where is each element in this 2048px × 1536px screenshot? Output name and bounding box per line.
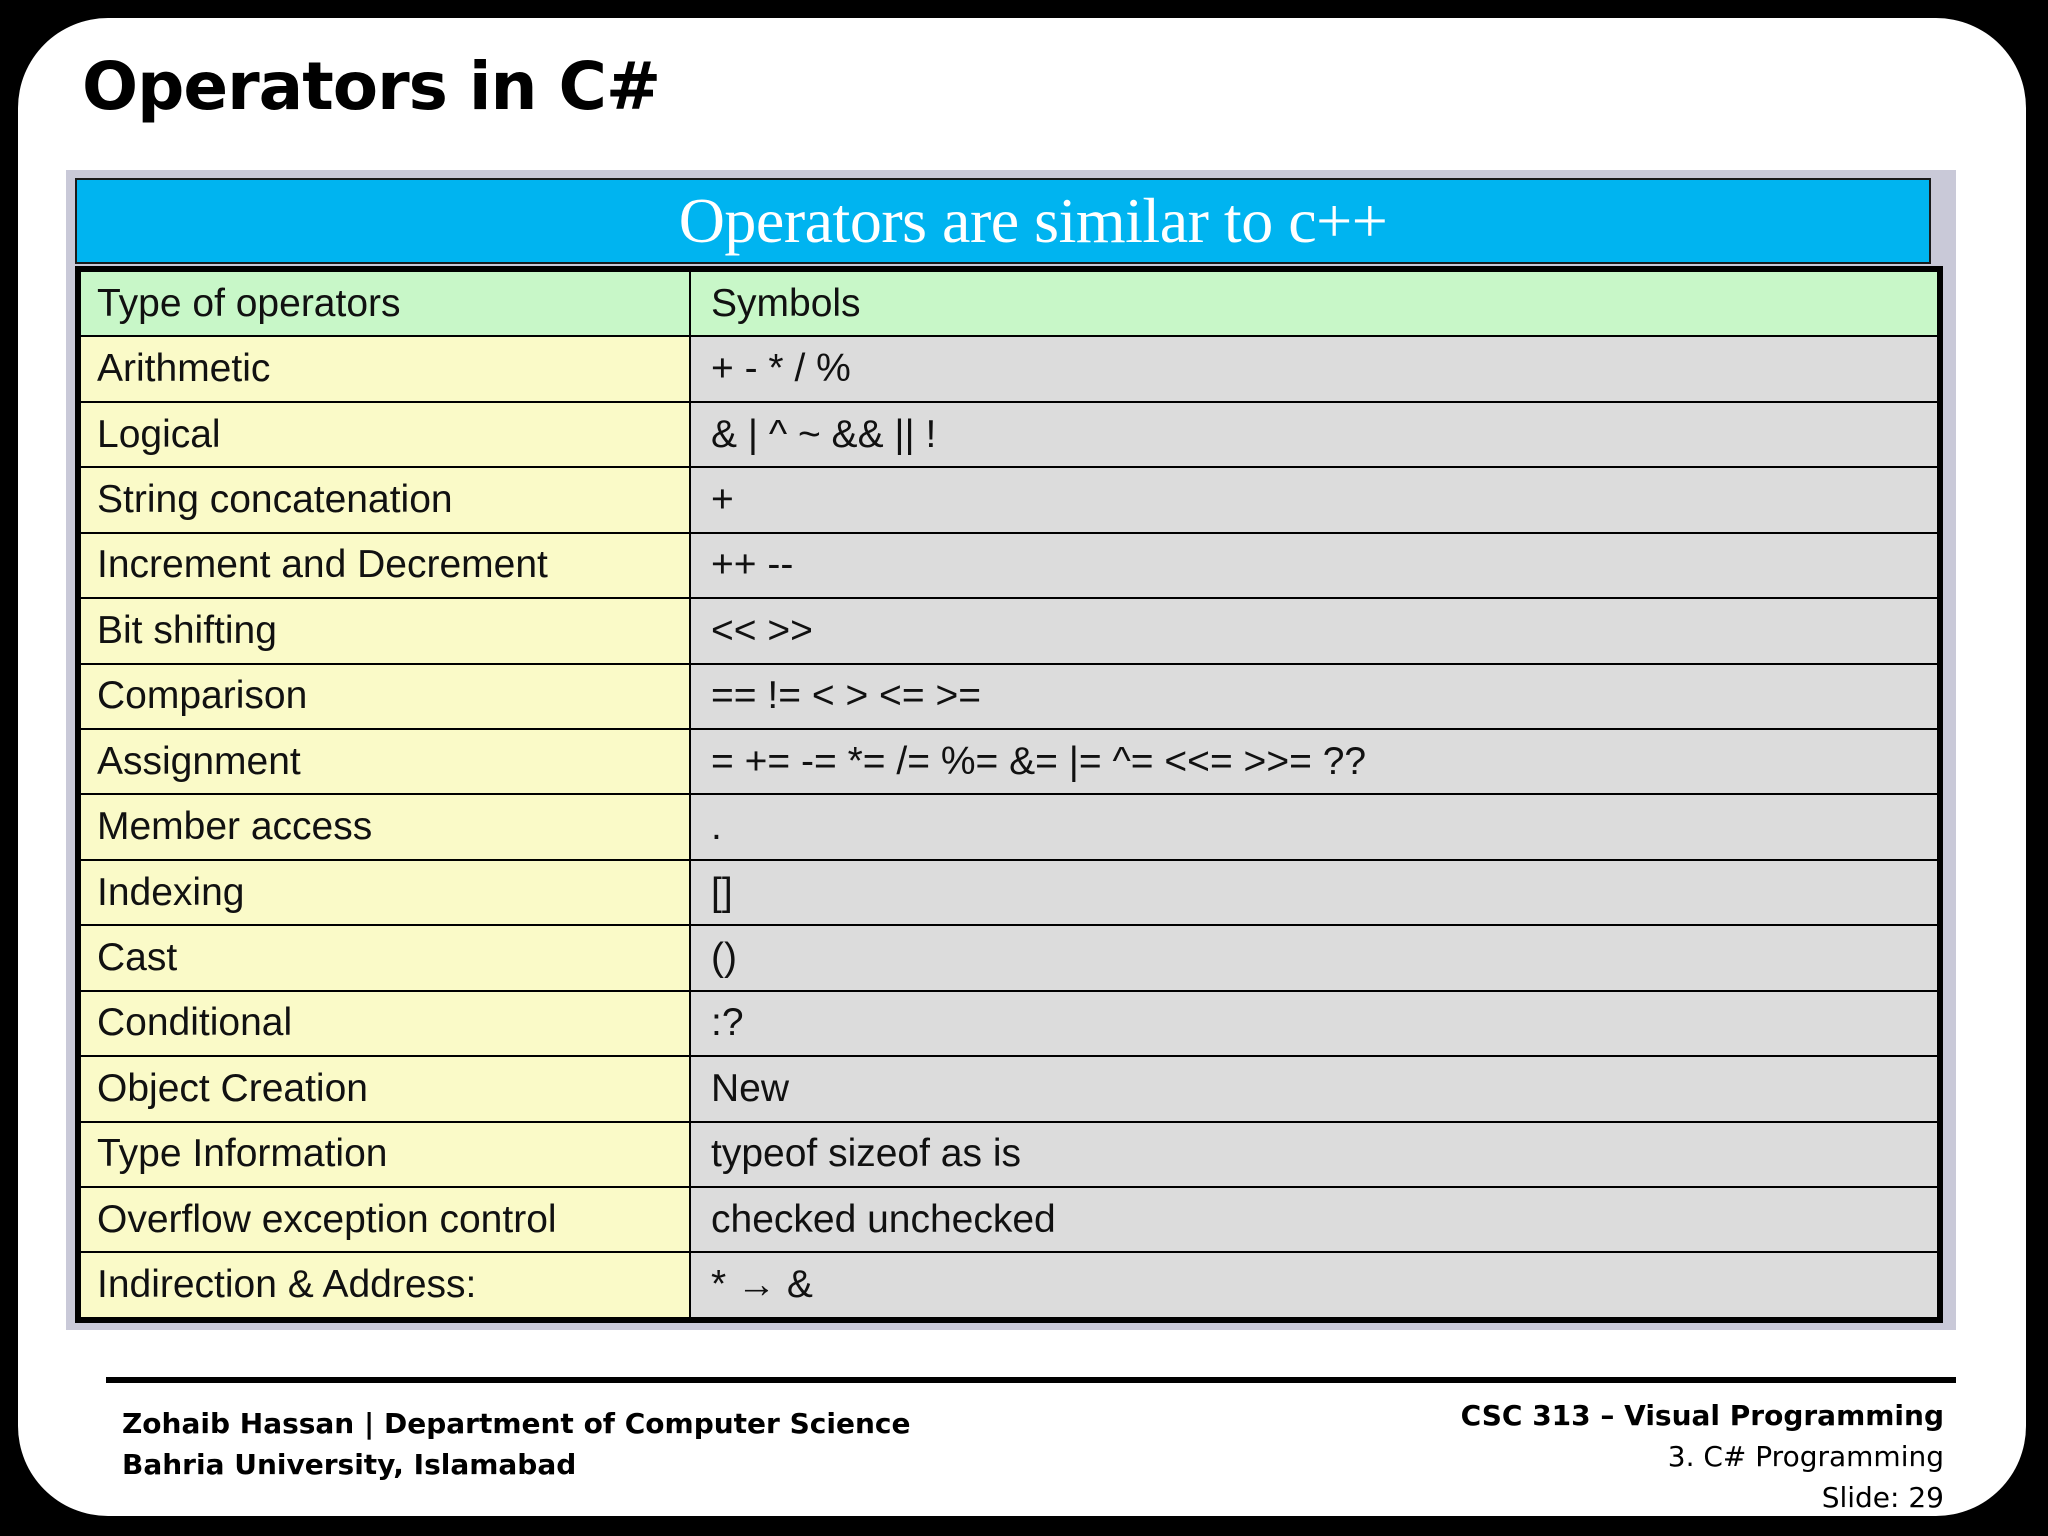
table-header-row xyxy=(78,269,1940,336)
operator-type-cell: String concatenation xyxy=(78,467,690,532)
operator-type-cell: Bit shifting xyxy=(78,598,690,663)
operator-type-cell: Indirection & Address: xyxy=(78,1252,690,1320)
footer-course: CSC 313 – Visual Programming xyxy=(1460,1399,1944,1432)
operator-symbols-cell: = += -= *= /= %= &= |= ^= <<= >>= ?? xyxy=(690,729,1940,794)
table-row xyxy=(78,402,1940,467)
operator-symbols-cell: :? xyxy=(690,991,1940,1056)
table-row xyxy=(78,860,1940,925)
slide xyxy=(18,18,2026,1516)
table-row xyxy=(78,1122,1940,1187)
operator-type-cell: Indexing xyxy=(78,860,690,925)
table-row xyxy=(78,925,1940,990)
table-row xyxy=(78,1252,1940,1320)
operators-table xyxy=(75,266,1943,1323)
footer-topic: 3. C# Programming xyxy=(1667,1440,1944,1473)
operator-type-cell: Member access xyxy=(78,794,690,859)
operator-type-cell: Cast xyxy=(78,925,690,990)
operator-symbols-cell: << >> xyxy=(690,598,1940,663)
footer-author-block xyxy=(122,1403,910,1485)
operator-type-cell: Object Creation xyxy=(78,1056,690,1121)
operator-type-cell: Comparison xyxy=(78,664,690,729)
operator-type-cell: Arithmetic xyxy=(78,336,690,401)
operator-symbols-cell: * → & xyxy=(690,1252,1940,1320)
operator-symbols-cell: ++ -- xyxy=(690,533,1940,598)
table-row xyxy=(78,991,1940,1056)
table-row xyxy=(78,794,1940,859)
footer-university: Bahria University, Islamabad xyxy=(122,1448,577,1481)
table-row xyxy=(78,1187,1940,1252)
table-row xyxy=(78,598,1940,663)
operator-symbols-cell: typeof sizeof as is xyxy=(690,1122,1940,1187)
operator-symbols-cell: & | ^ ~ && || ! xyxy=(690,402,1940,467)
table-row xyxy=(78,533,1940,598)
footer-course-block xyxy=(1461,1395,1944,1516)
footer-divider xyxy=(106,1377,1956,1383)
operator-type-cell: Logical xyxy=(78,402,690,467)
footer-slide-number: Slide: 29 xyxy=(1821,1481,1944,1514)
operators-table-frame xyxy=(66,170,1956,1330)
operator-symbols-cell: New xyxy=(690,1056,1940,1121)
table-banner xyxy=(75,178,1931,264)
table-row xyxy=(78,1056,1940,1121)
operator-symbols-cell: + xyxy=(690,467,1940,532)
header-symbols-cell: Symbols xyxy=(690,269,1940,336)
operator-symbols-cell: () xyxy=(690,925,1940,990)
table-row xyxy=(78,336,1940,401)
operator-symbols-cell: + - * / % xyxy=(690,336,1940,401)
operator-type-cell: Overflow exception control xyxy=(78,1187,690,1252)
table-row xyxy=(78,467,1940,532)
table-banner-text: Operators are similar to c++ xyxy=(678,185,1388,256)
operator-symbols-cell: checked unchecked xyxy=(690,1187,1940,1252)
footer-author-line: Zohaib Hassan | Department of Computer Science xyxy=(122,1407,911,1440)
operator-symbols-cell: == != < > <= >= xyxy=(690,664,1940,729)
operator-type-cell: Conditional xyxy=(78,991,690,1056)
operator-type-cell: Increment and Decrement xyxy=(78,533,690,598)
operator-type-cell: Type Information xyxy=(78,1122,690,1187)
slide-title: Operators in C# xyxy=(82,48,661,125)
operator-type-cell: Assignment xyxy=(78,729,690,794)
operator-symbols-cell: [] xyxy=(690,860,1940,925)
table-row xyxy=(78,664,1940,729)
operator-symbols-cell: . xyxy=(690,794,1940,859)
header-type-cell: Type of operators xyxy=(78,269,690,336)
table-row xyxy=(78,729,1940,794)
